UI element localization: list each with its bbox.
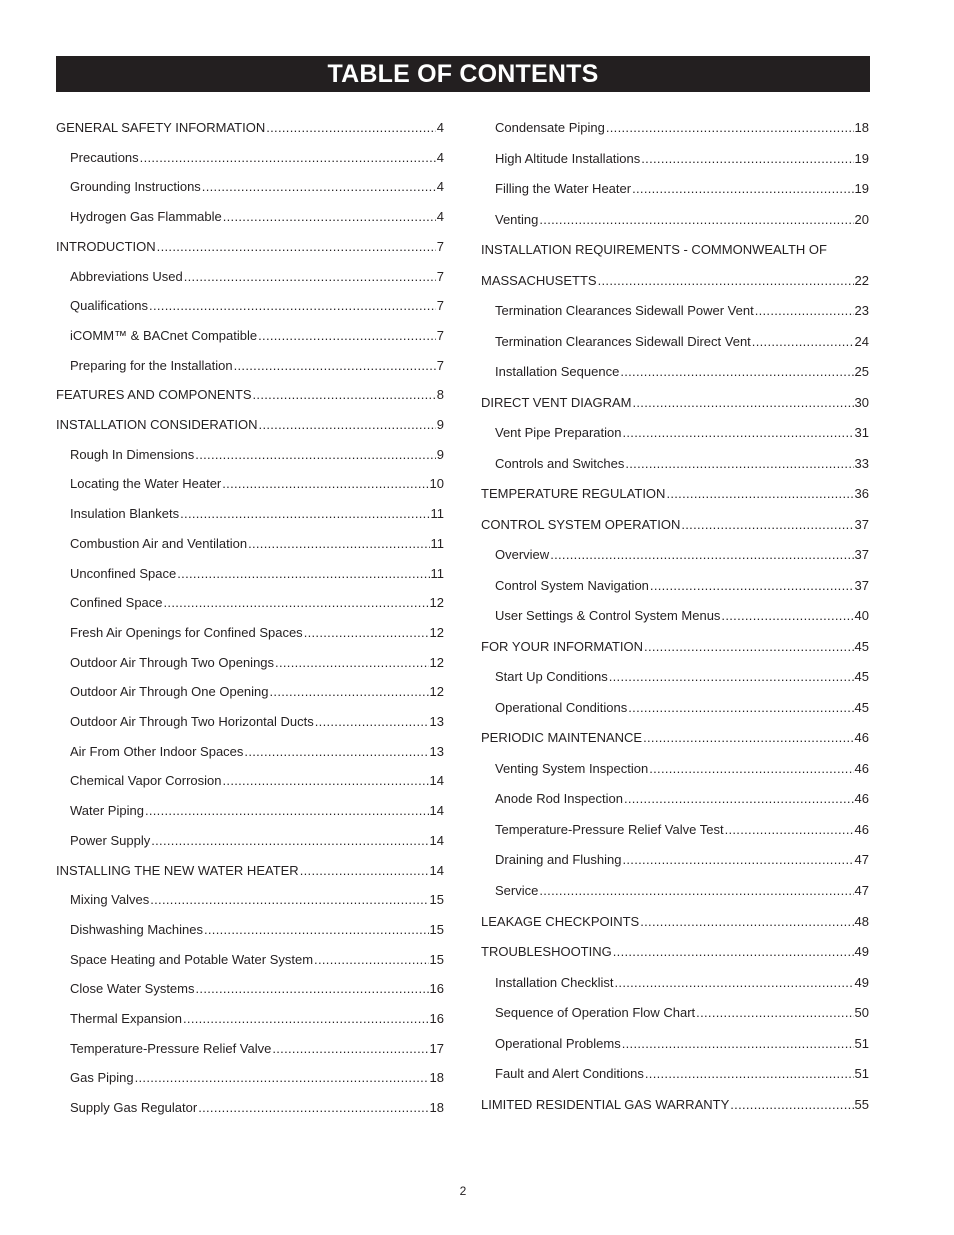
toc-entry[interactable] (481, 638, 869, 656)
toc-entry-page: 15 (429, 951, 444, 967)
toc-entry[interactable] (495, 821, 869, 839)
toc-entry-label: iCOMM™ & BACnet Compatible (70, 327, 258, 343)
toc-entry-page: 31 (854, 425, 869, 441)
toc-entry-label: TROUBLESHOOTING (481, 944, 612, 960)
dot-leader (244, 743, 428, 761)
toc-entry-page: 12 (429, 654, 444, 670)
toc-entry[interactable] (481, 729, 869, 747)
dot-leader (613, 943, 854, 961)
dot-leader (259, 416, 436, 434)
toc-entry-label: Power Supply (70, 832, 151, 848)
dot-leader (198, 1099, 428, 1117)
toc-entry-page: 45 (854, 638, 869, 654)
toc-entry-page: 4 (436, 209, 444, 225)
toc-entry-page: 37 (854, 577, 869, 593)
toc-entry-label: Confined Space (70, 595, 163, 611)
dot-leader (615, 974, 854, 992)
toc-entry-page: 14 (429, 832, 444, 848)
toc-entry[interactable] (70, 178, 444, 196)
toc-entry[interactable] (70, 683, 444, 701)
toc-entry-label: GENERAL SAFETY INFORMATION (56, 120, 266, 135)
dot-leader (275, 654, 428, 672)
toc-entry[interactable] (495, 1004, 869, 1022)
toc-entry-label: Venting System Inspection (495, 760, 649, 776)
dot-leader (314, 951, 428, 969)
dot-leader (196, 980, 429, 998)
toc-entry-label: Outdoor Air Through One Opening (70, 684, 269, 700)
toc-entry-page: 40 (854, 608, 869, 624)
dot-leader (539, 211, 853, 229)
dot-leader (650, 577, 854, 595)
dot-leader (730, 1096, 853, 1114)
toc-entry-page: 14 (429, 803, 444, 819)
dot-leader (202, 178, 436, 196)
dot-leader (666, 485, 853, 503)
toc-entry-page: 7 (436, 327, 444, 343)
toc-entry[interactable] (495, 790, 869, 808)
dot-leader (632, 394, 853, 412)
toc-entry-label: Close Water Systems (70, 981, 195, 997)
toc-entry-page: 8 (436, 387, 444, 403)
dot-leader (315, 713, 429, 731)
toc-entry[interactable] (70, 268, 444, 286)
toc-entry-page: 14 (429, 773, 444, 789)
toc-entry-page: 46 (854, 760, 869, 776)
toc-entry[interactable] (70, 713, 444, 731)
toc-entry-label: FOR YOUR INFORMATION (481, 638, 644, 654)
dot-leader (696, 1004, 853, 1022)
toc-entry[interactable] (481, 485, 869, 503)
toc-entry-page: 51 (854, 1035, 869, 1051)
toc-entry-label: Air From Other Indoor Spaces (70, 743, 244, 759)
toc-entry[interactable] (481, 516, 869, 534)
dot-leader (606, 119, 854, 137)
toc-entry-page: 20 (854, 211, 869, 227)
toc-entry-page: 11 (430, 535, 444, 551)
toc-entry[interactable] (70, 1040, 444, 1058)
toc-entry-page: 24 (854, 333, 869, 349)
toc-entry-label: Qualifications (70, 298, 149, 314)
dot-leader (550, 546, 853, 564)
toc-entry-page: 10 (429, 476, 444, 492)
toc-entry-label: User Settings & Control System Menus (495, 608, 721, 624)
toc-entry-label: LIMITED RESIDENTIAL GAS WARRANTY (481, 1096, 730, 1112)
toc-entry[interactable] (481, 1096, 869, 1114)
toc-entry-label: CONTROL SYSTEM OPERATION (481, 516, 681, 532)
toc-entry[interactable] (495, 363, 869, 381)
toc-entry[interactable] (495, 424, 869, 442)
dot-leader (725, 821, 854, 839)
toc-entry-page: 7 (436, 298, 444, 314)
dot-leader (145, 802, 429, 820)
toc-entry[interactable] (70, 594, 444, 612)
toc-entry[interactable] (495, 180, 869, 198)
toc-entry[interactable] (56, 416, 444, 434)
toc-entry-page: 11 (430, 565, 444, 581)
dot-leader (721, 607, 853, 625)
toc-entry-label: Chemical Vapor Corrosion (70, 773, 222, 789)
dot-leader (643, 729, 853, 747)
dot-leader (622, 1035, 854, 1053)
toc-entry-label: Dishwashing Machines (70, 921, 203, 937)
toc-entry-page: 4 (436, 179, 444, 195)
toc-entry[interactable] (70, 980, 444, 998)
toc-entry[interactable] (70, 149, 444, 167)
dot-leader (628, 699, 853, 717)
toc-entry-label: Venting (495, 211, 539, 227)
dot-leader (645, 1065, 854, 1083)
toc-entry-label: Outdoor Air Through Two Horizontal Ducts (70, 714, 314, 729)
toc-entry-page: 45 (854, 699, 869, 715)
toc-entry-page: 13 (429, 714, 444, 729)
dot-leader (223, 772, 429, 790)
toc-entry[interactable] (495, 699, 869, 717)
toc-entry[interactable] (70, 505, 444, 523)
toc-entry-label: Temperature-Pressure Relief Valve Test (495, 821, 724, 837)
toc-entry[interactable] (70, 535, 444, 553)
toc-entry[interactable] (70, 208, 444, 226)
toc-entry[interactable] (70, 743, 444, 761)
toc-entry-label: Start Up Conditions (495, 669, 608, 685)
toc-entry-page: 12 (429, 624, 444, 640)
toc-entry[interactable] (70, 802, 444, 820)
toc-entry-label: Combustion Air and Ventilation (70, 535, 248, 551)
toc-entry-page: 37 (854, 547, 869, 563)
toc-entry-label: TEMPERATURE REGULATION (481, 486, 666, 502)
toc-entry[interactable] (495, 668, 869, 686)
dot-leader (253, 386, 436, 404)
dot-leader (632, 180, 853, 198)
toc-entry[interactable] (70, 327, 444, 345)
toc-entry[interactable] (56, 386, 444, 404)
toc-entry[interactable] (56, 119, 444, 137)
dot-leader (624, 790, 854, 808)
toc-entry-page: 18 (854, 120, 869, 135)
dot-leader (222, 475, 428, 493)
dot-leader (640, 913, 853, 931)
toc-entry[interactable] (70, 951, 444, 969)
toc-entry-label: Unconfined Space (70, 565, 177, 581)
dot-leader (258, 327, 436, 345)
toc-entry-label: PERIODIC MAINTENANCE (481, 730, 643, 746)
toc-entry-label: INSTALLATION CONSIDERATION (56, 417, 258, 432)
page-title: TABLE OF CONTENTS (327, 59, 599, 88)
toc-title-bar (56, 56, 870, 92)
toc-entry[interactable] (481, 913, 869, 931)
dot-leader (609, 668, 854, 686)
toc-entry-label: Condensate Piping (495, 120, 605, 135)
toc-entry-page: 19 (854, 181, 869, 197)
toc-entry-label: Temperature-Pressure Relief Valve (70, 1040, 272, 1056)
toc-entry-page: 51 (854, 1066, 869, 1082)
dot-leader (223, 208, 436, 226)
page-number: 2 (459, 1184, 467, 1198)
toc-entry[interactable] (70, 475, 444, 493)
toc-entry-page: 19 (854, 150, 869, 166)
toc-entry-page: 46 (854, 821, 869, 837)
toc-entry-label: DIRECT VENT DIAGRAM (481, 394, 632, 410)
toc-entry-page: 15 (429, 921, 444, 937)
toc-entry-label: Filling the Water Heater (495, 181, 632, 197)
toc-entry[interactable] (495, 119, 869, 137)
dot-leader (234, 357, 436, 375)
dot-leader (755, 302, 854, 320)
toc-entry-page: 12 (429, 595, 444, 611)
toc-entry-label: Rough In Dimensions (70, 446, 195, 462)
toc-entry-page: 11 (430, 506, 444, 522)
dot-leader (622, 851, 853, 869)
dot-leader (649, 760, 853, 778)
toc-entry-label: Installation Checklist (495, 974, 614, 990)
toc-entry[interactable] (495, 577, 869, 595)
toc-entry[interactable] (70, 1010, 444, 1028)
dot-leader (681, 516, 853, 534)
toc-entry-label: Space Heating and Potable Water System (70, 951, 314, 967)
toc-entry-page: 30 (854, 394, 869, 410)
dot-leader (620, 363, 853, 381)
toc-entry[interactable] (495, 455, 869, 473)
dot-leader (151, 832, 428, 850)
toc-entry[interactable] (495, 851, 869, 869)
toc-entry-label: Termination Clearances Sidewall Direct Vent (495, 333, 751, 349)
toc-entry-page: 50 (854, 1005, 869, 1021)
toc-entry-label: Draining and Flushing (495, 852, 622, 868)
toc-entry[interactable] (481, 394, 869, 412)
toc-entry[interactable] (70, 357, 444, 375)
toc-entry[interactable] (70, 654, 444, 672)
toc-entry-page: 48 (854, 913, 869, 929)
toc-entry-label: Preparing for the Installation (70, 357, 233, 373)
toc-entry-label: Vent Pipe Preparation (495, 425, 622, 441)
toc-entry-label: Gas Piping (70, 1070, 134, 1086)
dot-leader (598, 272, 854, 290)
toc-entry-page: 7 (436, 357, 444, 373)
dot-leader (183, 1010, 429, 1028)
toc-entry[interactable] (70, 446, 444, 464)
toc-entry-page: 9 (436, 446, 444, 462)
dot-leader (644, 638, 854, 656)
toc-entry[interactable] (495, 760, 869, 778)
toc-entry-page: 7 (436, 268, 444, 284)
dot-leader (195, 446, 435, 464)
toc-entry-label: Mixing Valves (70, 892, 150, 908)
toc-entry-label: LEAKAGE CHECKPOINTS (481, 913, 640, 929)
toc-entry-label: Sequence of Operation Flow Chart (495, 1005, 696, 1021)
toc-entry-label: Hydrogen Gas Flammable (70, 209, 222, 225)
toc-entry[interactable] (70, 1069, 444, 1087)
toc-entry[interactable] (70, 772, 444, 790)
toc-entry-label: Insulation Blankets (70, 506, 180, 522)
toc-entry-label: INSTALLATION REQUIREMENTS - COMMONWEALTH OF (481, 242, 827, 258)
toc-entry-page: 4 (436, 120, 444, 135)
toc-entry[interactable] (56, 862, 444, 880)
dot-leader (304, 624, 429, 642)
toc-entry-label: Thermal Expansion (70, 1011, 182, 1026)
dot-leader (149, 297, 436, 315)
toc-entry-label: Overview (495, 547, 550, 563)
toc-entry-page: 7 (436, 238, 444, 254)
toc-entry-label: High Altitude Installations (495, 150, 641, 166)
toc-entry-page: 46 (854, 791, 869, 807)
toc-entry-label: MASSACHUSETTS (481, 272, 597, 288)
toc-entry-label: Grounding Instructions (70, 179, 201, 195)
toc-entry-label: Abbreviations Used (70, 268, 183, 284)
toc-entry-page: 36 (854, 486, 869, 502)
dot-leader (177, 565, 429, 583)
toc-entry-page: 16 (429, 1011, 444, 1026)
toc-entry-page: 14 (429, 862, 444, 878)
dot-leader (140, 149, 436, 167)
dot-leader (204, 921, 429, 939)
toc-entry[interactable] (495, 607, 869, 625)
toc-entry-page: 16 (429, 981, 444, 997)
toc-entry[interactable] (481, 272, 869, 290)
toc-entry-page: 23 (854, 303, 869, 319)
toc-entry-page: 22 (854, 272, 869, 288)
toc-entry-page: 15 (429, 892, 444, 908)
dot-leader (248, 535, 429, 553)
dot-leader (752, 333, 854, 351)
toc-entry[interactable] (70, 921, 444, 939)
toc-entry[interactable] (495, 1065, 869, 1083)
dot-leader (272, 1040, 428, 1058)
toc-entry-page: 4 (436, 149, 444, 165)
dot-leader (300, 862, 429, 880)
dot-leader (622, 424, 853, 442)
toc-entry[interactable] (495, 882, 869, 900)
toc-entry[interactable] (70, 1099, 444, 1117)
toc-entry[interactable] (495, 1035, 869, 1053)
dot-leader (164, 594, 429, 612)
dot-leader (625, 455, 853, 473)
toc-entry-page: 25 (854, 364, 869, 380)
toc-entry-page: 49 (854, 944, 869, 960)
toc-entry-label: FEATURES AND COMPONENTS (56, 387, 252, 403)
toc-entry-label: INTRODUCTION (56, 238, 156, 254)
toc-entry-label: Service (495, 883, 539, 898)
toc-entry-page: 18 (429, 1070, 444, 1086)
toc-entry-label: Operational Conditions (495, 699, 628, 715)
toc-entry[interactable] (495, 211, 869, 229)
toc-entry[interactable] (495, 333, 869, 351)
toc-entry[interactable] (56, 238, 444, 256)
toc-entry-label: Installation Sequence (495, 364, 620, 380)
toc-entry-page: 17 (429, 1040, 444, 1056)
dot-leader (266, 119, 436, 137)
toc-entry-label: Precautions (70, 149, 139, 165)
dot-leader (150, 891, 428, 909)
toc-entry-page: 49 (854, 974, 869, 990)
toc-entry-page: 12 (429, 684, 444, 700)
toc-entry[interactable] (481, 241, 869, 259)
toc-entry-label: Locating the Water Heater (70, 476, 222, 492)
toc-entry-page: 33 (854, 455, 869, 471)
toc-entry-label: Termination Clearances Sidewall Power Vent (495, 303, 754, 319)
toc-entry-label: Controls and Switches (495, 455, 625, 471)
toc-entry-label: Operational Problems (495, 1035, 621, 1051)
toc-entry-page: 55 (854, 1096, 869, 1112)
toc-entry[interactable] (495, 150, 869, 168)
toc-entry-label: Anode Rod Inspection (495, 791, 623, 807)
toc-entry[interactable] (495, 974, 869, 992)
dot-leader (157, 238, 436, 256)
toc-entry-page: 13 (429, 743, 444, 759)
toc-entry-page: 46 (854, 730, 869, 746)
toc-entry[interactable] (481, 943, 869, 961)
toc-entry[interactable] (70, 297, 444, 315)
toc-entry-page: 45 (854, 669, 869, 685)
toc-entry-page: 47 (854, 883, 869, 898)
toc-entry-page: 37 (854, 516, 869, 532)
toc-entry-label: Control System Navigation (495, 577, 649, 593)
toc-entry-label: Fresh Air Openings for Confined Spaces (70, 624, 303, 640)
toc-entry-label: Supply Gas Regulator (70, 1100, 198, 1116)
toc-entry-page: 18 (429, 1100, 444, 1116)
dot-leader (180, 505, 429, 523)
toc-entry-label: Outdoor Air Through Two Openings (70, 654, 275, 670)
toc-entry-page: 9 (436, 417, 444, 432)
toc-entry[interactable] (70, 624, 444, 642)
toc-entry[interactable] (70, 565, 444, 583)
dot-leader (135, 1069, 429, 1087)
toc-entry-page: 47 (854, 852, 869, 868)
toc-entry[interactable] (495, 302, 869, 320)
dot-leader (270, 683, 429, 701)
toc-entry-label: Fault and Alert Conditions (495, 1066, 644, 1082)
toc-entry[interactable] (70, 891, 444, 909)
dot-leader (184, 268, 436, 286)
toc-entry-label: Water Piping (70, 803, 144, 819)
dot-leader (641, 150, 853, 168)
toc-entry[interactable] (495, 546, 869, 564)
toc-entry-label: INSTALLING THE NEW WATER HEATER (56, 862, 299, 878)
dot-leader (539, 882, 853, 900)
toc-entry[interactable] (70, 832, 444, 850)
